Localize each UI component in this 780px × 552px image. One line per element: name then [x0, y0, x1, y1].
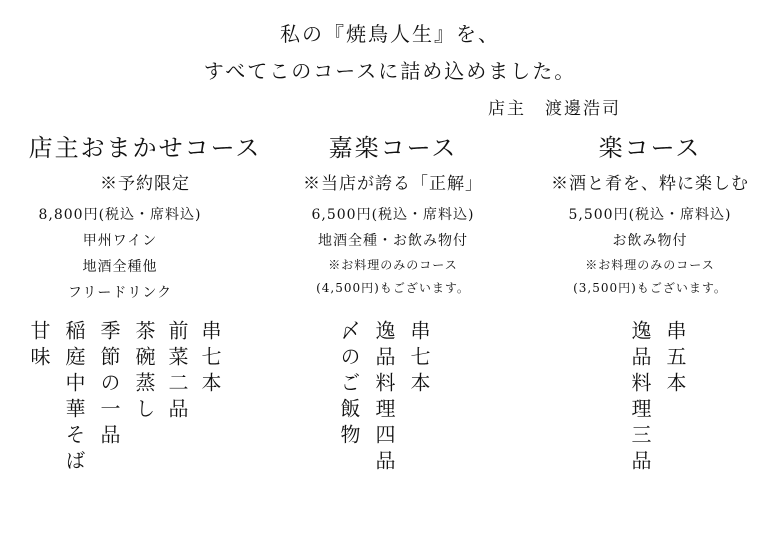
- course-karaku-details: [268, 204, 518, 296]
- menu-item: 茶碗蒸し: [132, 320, 156, 424]
- course-note: (4,500円)もございます。: [316, 281, 470, 295]
- course-price: 8,800円(税込・席料込): [38, 207, 202, 223]
- menu-item: 〆のご飯物: [337, 320, 361, 450]
- course-subtitle: ※予約限定: [100, 174, 190, 194]
- course-detail: 地酒全種・お飲み物付: [318, 233, 468, 249]
- course-detail: 甲州ワイン: [82, 233, 158, 249]
- course-karaku: [268, 128, 518, 194]
- menu-item: 串五本: [663, 320, 687, 398]
- owner-signature: 店主 渡邊浩司: [488, 99, 621, 119]
- course-subtitle: ※酒と肴を、粋に楽しむ: [551, 174, 749, 194]
- course-omakase: [0, 128, 290, 194]
- menu-item: 串七本: [198, 320, 222, 398]
- course-price: 6,500円(税込・席料込): [311, 207, 475, 223]
- course-detail: 地酒全種他: [82, 259, 158, 275]
- course-price: 5,500円(税込・席料込): [568, 207, 732, 223]
- course-title: 楽コース: [598, 134, 702, 162]
- menu-item: 甘味: [27, 320, 51, 372]
- course-note: ※お料理のみのコース: [328, 258, 458, 272]
- intro-line-1: 私の『焼鳥人生』を、: [280, 22, 500, 46]
- course-detail: お飲み物付: [612, 233, 688, 249]
- menu-item: 稲庭中華そば: [62, 320, 86, 476]
- menu-item: 串七本: [407, 320, 431, 398]
- menu-item: 前菜二品: [165, 320, 189, 424]
- menu-item: 逸品料理四品: [372, 320, 396, 476]
- course-subtitle: ※当店が誇る「正解」: [303, 174, 483, 194]
- course-raku-details: [520, 204, 780, 296]
- course-title: 嘉楽コース: [328, 134, 458, 162]
- course-note: (3,500円)もございます。: [573, 281, 727, 295]
- course-detail: フリードリンク: [67, 285, 173, 301]
- intro-line-2: すべてこのコースに詰め込めました。: [203, 59, 577, 83]
- course-raku: [520, 128, 780, 194]
- course-omakase-details: [0, 204, 240, 302]
- menu-item: 季節の一品: [97, 320, 121, 450]
- menu-item: 逸品料理三品: [628, 320, 652, 476]
- course-title: 店主おまかせコース: [28, 134, 262, 162]
- course-note: ※お料理のみのコース: [585, 258, 715, 272]
